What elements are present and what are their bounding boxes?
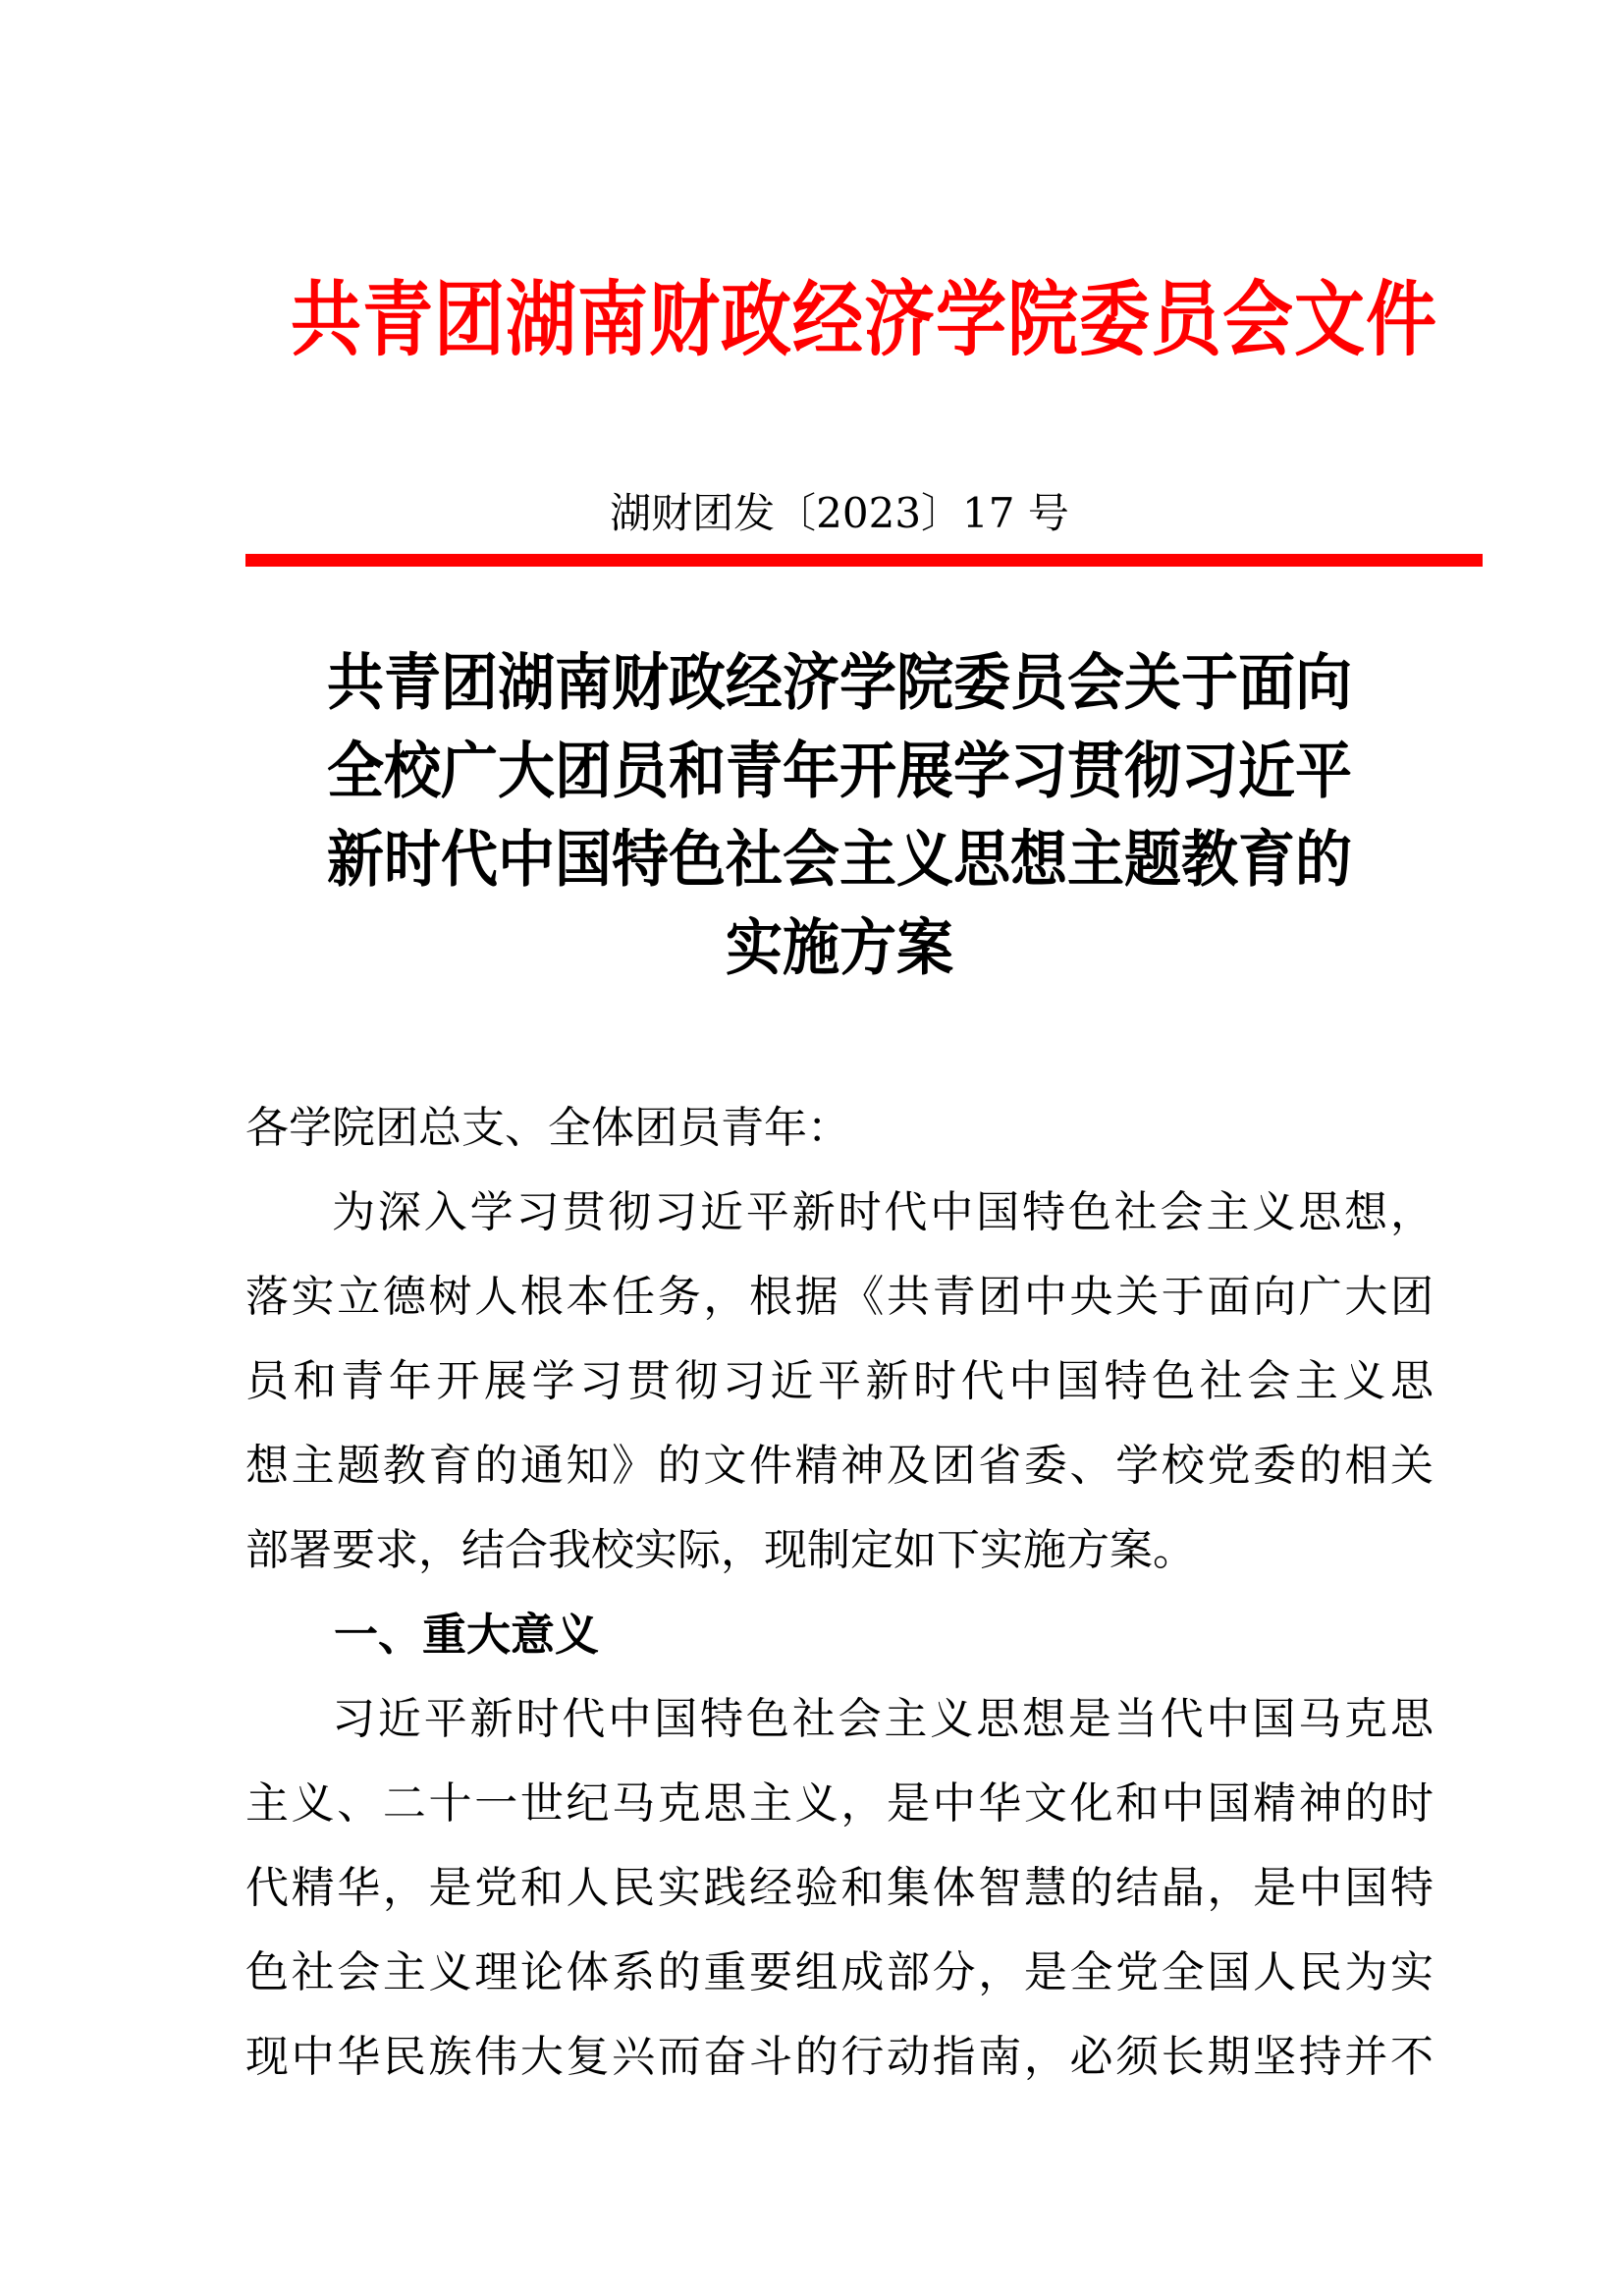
paragraph-intro-line: 落实立德树人根本任务，根据《共青团中央关于面向广大团 xyxy=(245,1272,1434,1322)
paragraph-significance-line: 现中华民族伟大复兴而奋斗的行动指南，必须长期坚持并不 xyxy=(245,2032,1434,2082)
document-title-line: 实施方案 xyxy=(725,911,953,984)
document-title-line: 全校广大团员和青年开展学习贯彻习近平 xyxy=(326,735,1352,807)
document-title-line: 新时代中国特色社会主义思想主题教育的 xyxy=(326,823,1352,896)
document-title-line: 共青团湖南财政经济学院委员会关于面向 xyxy=(326,646,1352,719)
paragraph-intro-line: 部署要求，结合我校实际，现制定如下实施方案。 xyxy=(245,1525,1196,1575)
paragraph-intro-line: 想主题教育的通知》的文件精神及团省委、学校党委的相关 xyxy=(245,1441,1434,1491)
document-title xyxy=(245,638,1434,992)
section-heading-significance: 一、重大意义 xyxy=(334,1609,600,1661)
letterhead-org-title: 共青团湖南财政经济学院委员会文件 xyxy=(290,271,1437,367)
document-body xyxy=(245,1086,1434,2100)
paragraph-significance xyxy=(245,1677,1434,2100)
salutation: 各学院团总支、全体团员青年： xyxy=(245,1103,850,1153)
paragraph-significance-line: 习近平新时代中国特色社会主义思想是当代中国马克思 xyxy=(332,1694,1434,1744)
document-number: 湖财团发〔2023〕17 号 xyxy=(610,489,1069,537)
red-divider-line xyxy=(245,554,1483,567)
paragraph-intro-line: 为深入学习贯彻习近平新时代中国特色社会主义思想， xyxy=(332,1187,1434,1237)
paragraph-significance-line: 色社会主义理论体系的重要组成部分，是全党全国人民为实 xyxy=(245,1947,1434,1997)
paragraph-intro xyxy=(245,1171,1434,1593)
paragraph-significance-line: 主义、二十一世纪马克思主义，是中华文化和中国精神的时 xyxy=(245,1778,1434,1829)
paragraph-intro-line: 员和青年开展学习贯彻习近平新时代中国特色社会主义思 xyxy=(245,1356,1434,1406)
paragraph-significance-line: 代精华，是党和人民实践经验和集体智慧的结晶，是中国特 xyxy=(245,1863,1434,1913)
